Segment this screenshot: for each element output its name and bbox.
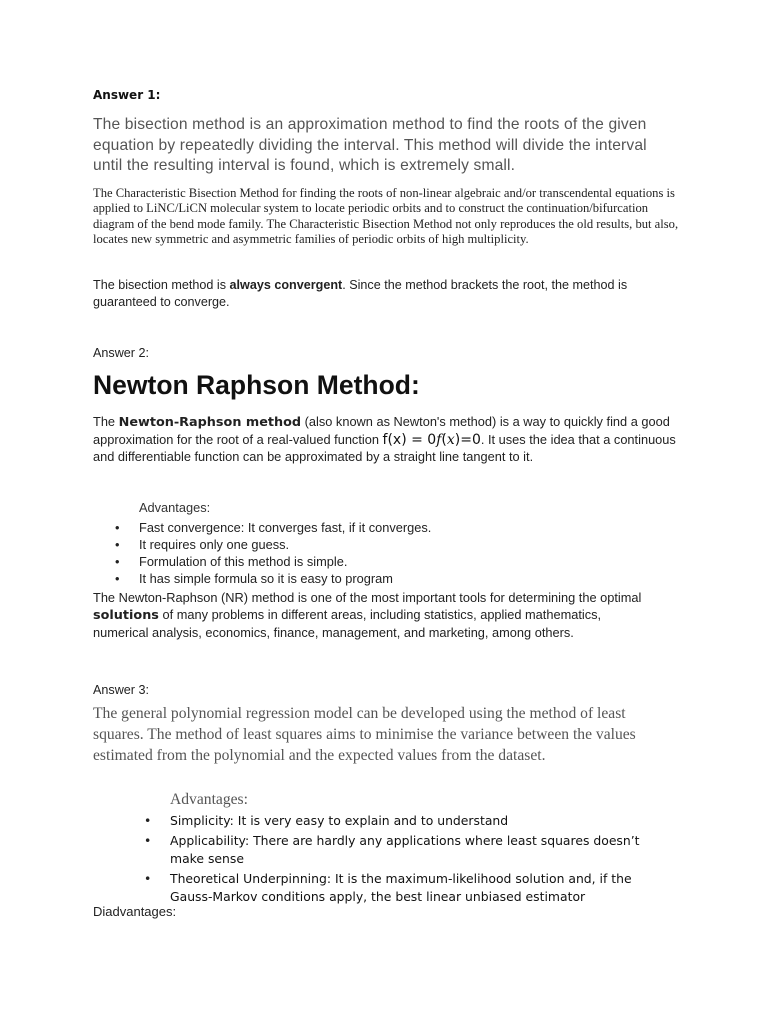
convergence-text-post: . Since the method brackets the root, the method is guaranteed to converge. (93, 278, 628, 309)
answer-3-disadvantages-label: Diadvantages: (93, 904, 177, 919)
newton-raphson-paragraph (93, 414, 683, 466)
nr-text-mid: (also known as Newton's method) is a way to quickly find a good approximation for the root of a real-valued function (93, 414, 670, 447)
answer-2-heading: Answer 2: (93, 346, 149, 360)
optimal-text-pre: The Newton-Raphson (NR) method is one of the most important tools for determining the optimal (93, 590, 642, 605)
nr-text-bold: Newton-Raphson method (118, 415, 302, 430)
convergence-text-pre: The bisection method is (93, 278, 230, 292)
list-item: • It has simple formula so it is easy to program (139, 570, 431, 587)
answer-1-heading: Answer 1: (93, 88, 161, 102)
formula-italic-f: f (436, 431, 442, 448)
formula (383, 432, 481, 448)
answer-1-intro: The bisection method is an approximation method to find the roots of the given equation by repeatedly dividing the interval. This method will divide the interval until the resulting interval is found, which is extremely small. (93, 116, 647, 174)
answer-3-heading: Answer 3: (93, 683, 149, 697)
optimal-text-bold: solutions (93, 608, 159, 623)
list-item: • Formulation of this method is simple. (139, 553, 431, 570)
answer-1-characteristic-paragraph: The Characteristic Bisection Method for finding the roots of non-linear algebraic and/or transcendental equations is applied to LiNC/LiCN molecular system to locate periodic orbits and to construct the continuation/bifurcation diagram of the bend mode family. The Characteristic Bisection Method not only reproduces the old results, but also, locates new symmetric and asymmetric families of periodic orbits of high multiplicity. (93, 186, 679, 247)
formula-plain: f(x) = 0 (382, 431, 437, 448)
answer-3-advantages-list (170, 812, 650, 908)
answer-1-convergence-paragraph (93, 277, 673, 310)
list-item: • Simplicity: It is very easy to explain and to understand (170, 812, 650, 831)
answer-3-advantages-label: Advantages: (170, 791, 248, 808)
newton-raphson-title: Newton Raphson Method: (93, 370, 420, 400)
list-item: • Theoretical Underpinning: It is the maximum-likelihood solution and, if the Gauss-Markov conditions apply, the best linear unbiased estimator (170, 870, 650, 907)
list-item: • It requires only one guess. (139, 536, 431, 553)
formula-equals-zero: )=0 (454, 431, 481, 448)
list-item: • Fast convergence: It converges fast, if it converges. (139, 519, 431, 536)
nr-text-post: . It uses the idea that a continuous and differentiable function can be approximated by a straight line tangent to it. (93, 431, 676, 464)
newton-raphson-applications-paragraph (93, 589, 653, 641)
answer-3-intro: The general polynomial regression model can be developed using the method of least squares. The method of least squares aims to minimise the variance between the values estimated from the polynomial and the expected values from the dataset. (93, 705, 636, 765)
convergence-text-bold: always convergent (229, 278, 343, 292)
answer-2-advantages-label: Advantages: (139, 500, 211, 515)
optimal-text-post: of many problems in different areas, including statistics, applied mathematics, numerical analysis, economics, finance, management, and marketing, among others. (93, 607, 602, 640)
formula-paren-open: ( (441, 431, 447, 448)
formula-italic-x: x (446, 431, 455, 448)
list-item: • Applicability: There are hardly any applications where least squares doesn’t make sense (170, 832, 650, 869)
nr-text-pre: The (93, 414, 119, 429)
answer-2-advantages-list (139, 519, 431, 587)
